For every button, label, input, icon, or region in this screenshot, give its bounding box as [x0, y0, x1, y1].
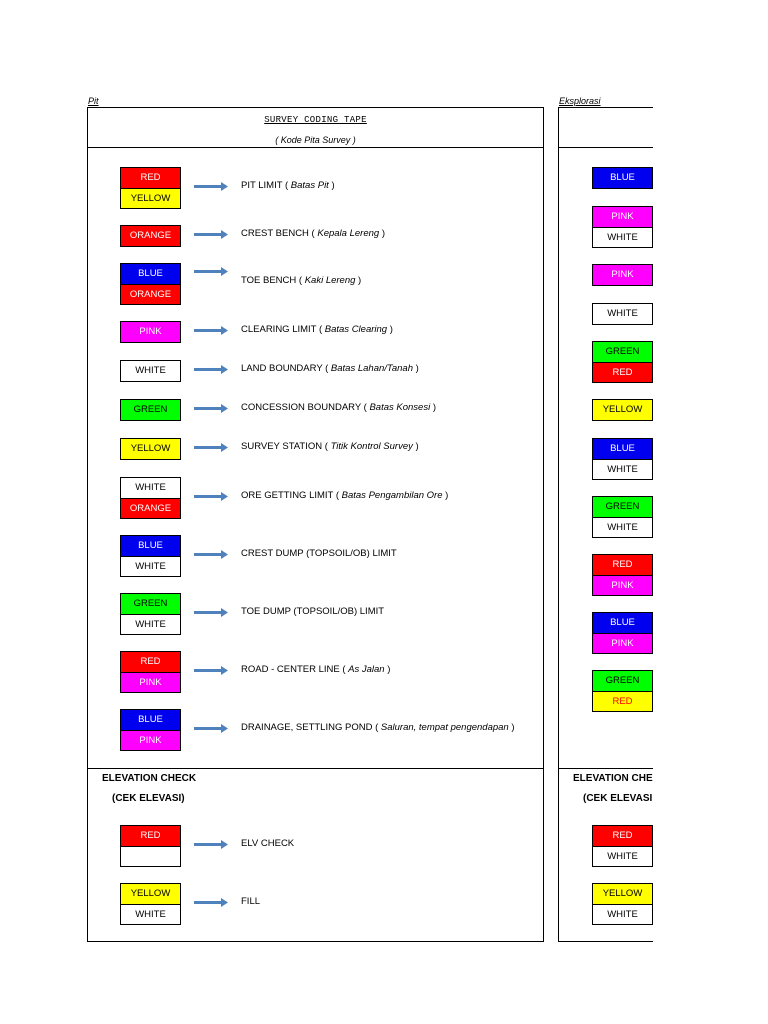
pit-code-description: [241, 363, 419, 374]
tape-blue: BLUE: [121, 536, 180, 556]
pit-code-description: [241, 548, 397, 559]
description-text: FILL: [241, 896, 261, 907]
pit-code-8-tape-swatch: [120, 535, 181, 577]
description-end-text: ): [384, 664, 391, 675]
arrow-icon: [194, 326, 228, 335]
tape-white: WHITE: [593, 517, 652, 537]
description-text: CREST DUMP (TOPSOIL/OB) LIMIT: [241, 548, 397, 559]
tape-orange: ORANGE: [121, 226, 180, 246]
description-text: ELV CHECK: [241, 838, 295, 849]
eksplorasi-elevation-heading: ELEVATION CHE: [573, 773, 653, 784]
tape-blue: BLUE: [593, 168, 652, 188]
description-italic-text: Batas Pit: [290, 180, 329, 191]
pit-code-description: [241, 490, 448, 501]
description-end-text: ): [387, 324, 393, 335]
arrow-icon: [194, 492, 228, 501]
description-end-text: ): [412, 363, 419, 374]
tape-yellow: YELLOW: [121, 439, 180, 459]
tape-white: WHITE: [121, 478, 180, 498]
tape-green: GREEN: [593, 497, 652, 517]
elevation-code-description: [241, 838, 294, 849]
eksplorasi-elevation-subheading: (CEK ELEVASI: [583, 793, 653, 804]
pit-code-4-tape-swatch: [120, 360, 181, 382]
description-italic-text: Batas Clearing: [324, 324, 388, 335]
tape-blue: BLUE: [593, 613, 652, 633]
tape-red: RED: [121, 826, 180, 846]
pit-code-7-tape-swatch: [120, 477, 181, 519]
eks-code-8-tape-swatch: [592, 554, 653, 596]
description-text: ORE GETTING LIMIT (: [241, 490, 342, 501]
tape-green: GREEN: [121, 400, 180, 420]
pit-code-description: [241, 275, 361, 286]
elevation-code-description: [241, 896, 260, 907]
description-end-text: ): [379, 228, 385, 239]
description-italic-text: Saluran, tempat pengendapan: [380, 722, 509, 733]
tape-yellow: YELLOW: [593, 400, 652, 420]
description-italic-text: Batas Pengambilan Ore: [341, 490, 443, 501]
description-end-text: ): [412, 441, 419, 452]
pit-code-3-tape-swatch: [120, 321, 181, 343]
arrow-icon: [194, 898, 228, 907]
page-subtitle: ( Kode Pita Survey ): [275, 135, 356, 145]
tape-orange: ORANGE: [121, 498, 180, 518]
arrow-icon: [194, 724, 228, 733]
eks-elevation-code-1-tape-swatch: [592, 883, 653, 925]
description-text: TOE DUMP (TOPSOIL/OB) LIMIT: [241, 606, 385, 617]
tape-pink: PINK: [593, 575, 652, 595]
description-text: CLEARING LIMIT (: [241, 324, 325, 335]
pit-code-description: [241, 402, 436, 413]
arrow-icon: [194, 182, 228, 191]
arrow-icon: [194, 840, 228, 849]
eks-code-3-tape-swatch: [592, 303, 653, 325]
tape-red: RED: [593, 691, 652, 711]
tape-white: WHITE: [593, 227, 652, 247]
arrow-icon: [194, 608, 228, 617]
eks-code-6-tape-swatch: [592, 438, 653, 480]
eks-code-5-tape-swatch: [592, 399, 653, 421]
pit-code-11-tape-swatch: [120, 709, 181, 751]
tape-blue: BLUE: [121, 710, 180, 730]
eks-code-0-tape-swatch: [592, 167, 653, 189]
description-end-text: ): [355, 275, 362, 286]
tape-yellow: YELLOW: [121, 188, 180, 208]
tape-white: WHITE: [593, 846, 652, 866]
arrow-icon: [194, 404, 228, 413]
tape-green: GREEN: [593, 342, 652, 362]
description-end-text: ): [430, 402, 436, 413]
description-end-text: ): [442, 490, 449, 501]
eks-code-1-tape-swatch: [592, 206, 653, 248]
arrow-icon: [194, 230, 228, 239]
description-end-text: ): [328, 180, 335, 191]
elevation-heading: ELEVATION CHECK: [102, 773, 197, 784]
tape-green: GREEN: [593, 671, 652, 691]
tape-yellow: YELLOW: [121, 884, 180, 904]
tape-white: WHITE: [121, 904, 180, 924]
tape-blue: BLUE: [121, 264, 180, 284]
tape-white: WHITE: [121, 361, 180, 381]
tape-white: WHITE: [121, 556, 180, 576]
tape-red: RED: [593, 362, 652, 382]
pit-code-1-tape-swatch: [120, 225, 181, 247]
elevation-code-1-tape-swatch: [120, 883, 181, 925]
description-italic-text: Batas Konsesi: [369, 402, 431, 413]
pit-code-9-tape-swatch: [120, 593, 181, 635]
pit-code-description: [241, 228, 385, 239]
elevation-code-0-tape-swatch: [120, 825, 181, 867]
tape-pink: PINK: [593, 633, 652, 653]
arrow-icon: [194, 550, 228, 559]
eksplorasi-elevation-divider: [559, 768, 653, 769]
pit-code-description: [241, 180, 335, 191]
description-text: LAND BOUNDARY (: [241, 363, 331, 374]
description-text: CREST BENCH (: [241, 228, 318, 239]
tape-pink: PINK: [121, 672, 180, 692]
pit-code-description: [241, 324, 393, 335]
tape-orange: ORANGE: [121, 284, 180, 304]
tape-blank: [121, 846, 180, 866]
eks-code-4-tape-swatch: [592, 341, 653, 383]
tape-white: WHITE: [121, 614, 180, 634]
description-italic-text: Batas Lahan/Tanah: [330, 363, 413, 374]
tape-pink: PINK: [121, 730, 180, 750]
tape-red: RED: [593, 555, 652, 575]
description-text: PIT LIMIT (: [241, 180, 291, 191]
description-end-text: ): [508, 722, 515, 733]
tape-pink: PINK: [593, 265, 652, 285]
page-title: SURVEY CODING TAPE: [264, 115, 367, 125]
description-text: CONCESSION BOUNDARY (: [241, 402, 370, 413]
eks-code-2-tape-swatch: [592, 264, 653, 286]
pit-code-10-tape-swatch: [120, 651, 181, 693]
tape-red: RED: [121, 652, 180, 672]
eks-code-9-tape-swatch: [592, 612, 653, 654]
description-italic-text: Kepala Lereng: [317, 228, 380, 239]
title-band: [88, 108, 543, 148]
eksplorasi-title-band: [559, 108, 653, 148]
eks-code-7-tape-swatch: [592, 496, 653, 538]
description-text: TOE BENCH (: [241, 275, 305, 286]
pit-section-label: Pit: [88, 96, 99, 106]
description-text: SURVEY STATION (: [241, 441, 331, 452]
pit-code-description: [241, 606, 384, 617]
elevation-divider: [88, 768, 543, 769]
elevation-subheading: (CEK ELEVASI): [112, 793, 185, 804]
pit-code-6-tape-swatch: [120, 438, 181, 460]
description-italic-text: As Jalan: [348, 664, 385, 675]
tape-green: GREEN: [121, 594, 180, 614]
description-text: ROAD - CENTER LINE (: [241, 664, 349, 675]
tape-red: RED: [121, 168, 180, 188]
tape-blue: BLUE: [593, 439, 652, 459]
tape-yellow: YELLOW: [593, 884, 652, 904]
description-italic-text: Kaki Lereng: [304, 275, 356, 286]
eks-code-10-tape-swatch: [592, 670, 653, 712]
tape-white: WHITE: [593, 459, 652, 479]
tape-white: WHITE: [593, 904, 652, 924]
tape-pink: PINK: [121, 322, 180, 342]
tape-red: RED: [593, 826, 652, 846]
arrow-icon: [194, 365, 228, 374]
arrow-icon: [194, 666, 228, 675]
description-text: DRAINAGE, SETTLING POND (: [241, 722, 381, 733]
arrow-icon: [194, 267, 228, 276]
pit-code-description: [241, 441, 419, 452]
pit-code-description: [241, 664, 390, 675]
eksplorasi-section-label: Eksplorasi: [559, 96, 601, 106]
pit-code-2-tape-swatch: [120, 263, 181, 305]
pit-code-0-tape-swatch: [120, 167, 181, 209]
pit-code-description: [241, 722, 515, 733]
pit-code-5-tape-swatch: [120, 399, 181, 421]
tape-pink: PINK: [593, 207, 652, 227]
tape-white: WHITE: [593, 304, 652, 324]
description-italic-text: Titik Kontrol Survey: [330, 441, 413, 452]
arrow-icon: [194, 443, 228, 452]
eks-elevation-code-0-tape-swatch: [592, 825, 653, 867]
